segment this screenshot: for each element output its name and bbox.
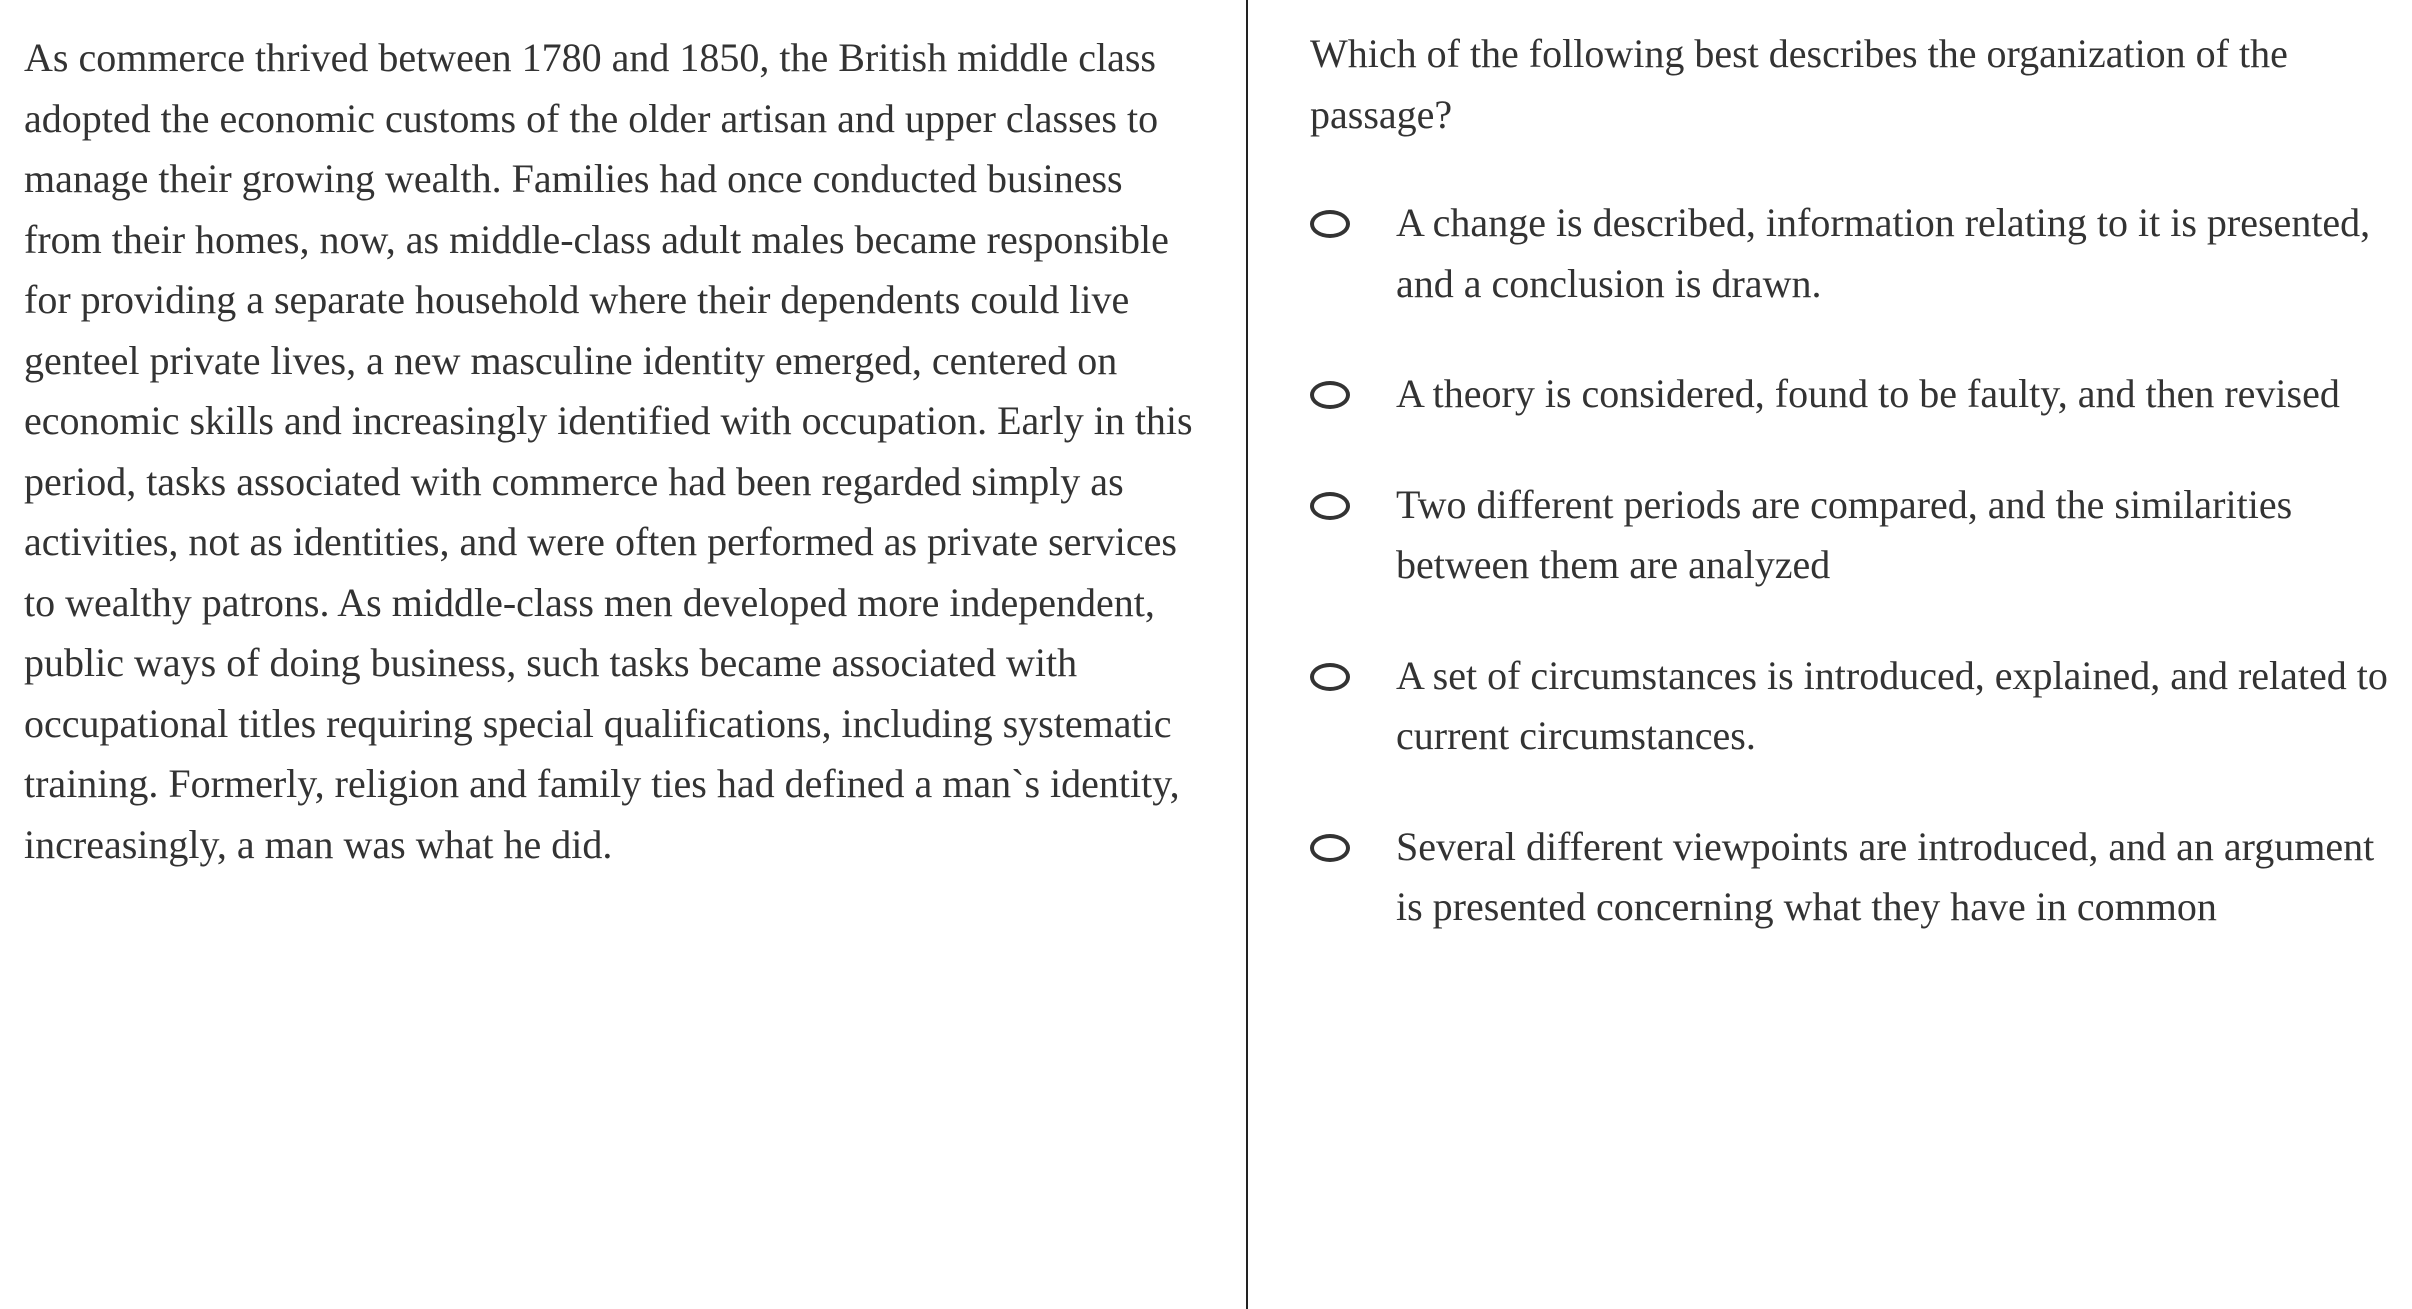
radio-button-e[interactable] xyxy=(1310,834,1350,862)
question-stem: Which of the following best describes the organization of the passage? xyxy=(1310,31,2288,137)
answer-choice-b[interactable] xyxy=(1310,364,2412,425)
answer-choice-label: A set of circumstances is introduced, explained, and related to current circumstances. xyxy=(1396,652,2388,758)
answer-choice-label: A change is described, information relating to it is presented, and a conclusion is drawn. xyxy=(1396,200,2371,306)
radio-button-c[interactable] xyxy=(1310,492,1350,520)
passage-text: As commerce thrived between 1780 and 1850, the British middle class adopted the economic customs of the older artisan and upper classes to manage their growing wealth. Families had once conducted business from their homes, now, as middle-class adult males became responsible for providing a separate household where their dependents could live genteel private lives, a new masculine identity emerged, centered on economic skills and increasingly identified with occupation. Early in this period, tasks associated with commerce had been regarded simply as activities, not as identities, and were often performed as private services to wealthy patrons. As middle-class men developed more independent, public ways of doing business, such tasks became associated with occupational titles requiring special qualifications, including systematic training. Formerly, religion and family ties had defined a man`s identity, increasingly, a man was what he did. xyxy=(24,35,1193,867)
answer-choice-e[interactable] xyxy=(1310,817,2412,938)
answer-choice-c[interactable] xyxy=(1310,475,2412,596)
answer-choice-label: A theory is considered, found to be faulty, and then revised xyxy=(1396,371,2340,416)
answer-choices xyxy=(1310,193,2412,938)
radio-button-b[interactable] xyxy=(1310,381,1350,409)
answer-choice-d[interactable] xyxy=(1310,646,2412,767)
answer-choice-a[interactable] xyxy=(1310,193,2412,314)
question-pane xyxy=(1248,0,2412,1309)
radio-button-a[interactable] xyxy=(1310,210,1350,238)
radio-button-d[interactable] xyxy=(1310,663,1350,691)
answer-choice-label: Several different viewpoints are introduced, and an argument is presented concerning what they have in common xyxy=(1396,823,2375,929)
answer-choice-label: Two different periods are compared, and the similarities between them are analyzed xyxy=(1396,481,2293,587)
